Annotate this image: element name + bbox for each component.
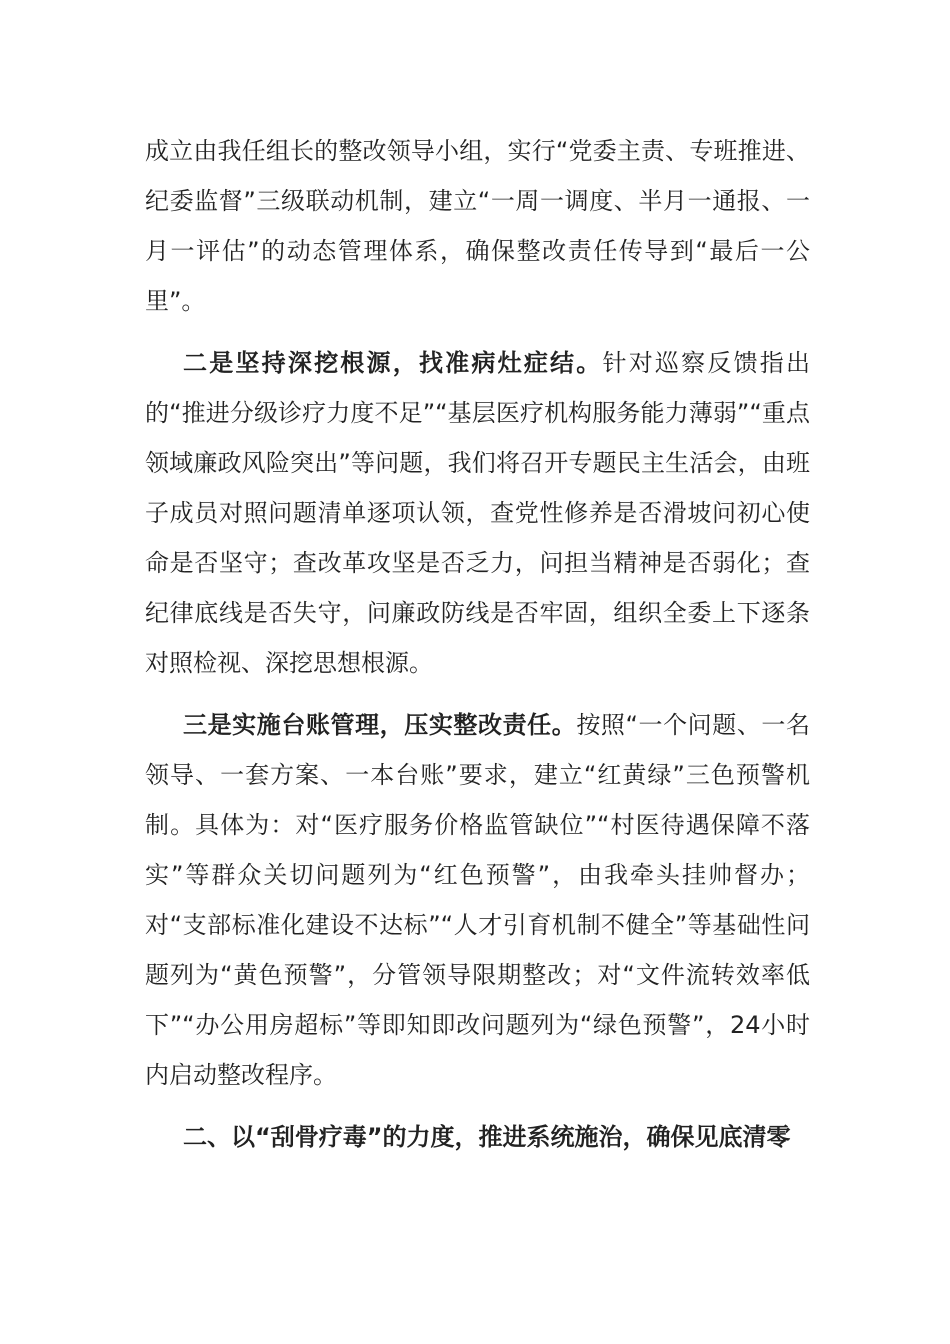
paragraph-1	[145, 126, 810, 326]
paragraph-3-lead: 三是实施台账管理，压实整改责任。	[183, 711, 577, 739]
section-heading: 二、以“刮骨疗毒”的力度，推进系统施治，确保见底清零	[183, 1123, 791, 1151]
paragraph-2-body: 针对巡察反馈指出的“推进分级诊疗力度不足”“基层医疗机构服务能力薄弱”“重点领域廉政风险突出”等问题，我们将召开专题民主生活会，由班子成员对照问题清单逐项认领，查党性修养是否滑坡问初心使命是否坚守；查改革攻坚是否乏力，问担当精神是否弱化；查纪律底线是否失守，问廉政防线是否牢固，组织全委上下逐条对照检视、深挖思想根源。	[145, 349, 811, 677]
paragraph-2	[145, 338, 810, 688]
paragraph-2-lead: 二是坚持深挖根源，找准病灶症结。	[183, 349, 603, 377]
paragraph-1-body: 成立由我任组长的整改领导小组，实行“党委主责、专班推进、纪委监督”三级联动机制，建立“一周一调度、半月一通报、一月一评估”的动态管理体系，确保整改责任传导到“最后一公里”。	[145, 137, 810, 315]
document-body	[145, 126, 810, 1162]
paragraph-3-body: 按照“一个问题、一名领导、一套方案、一本台账”要求，建立“红黄绿”三色预警机制。具体为：对“医疗服务价格监管缺位”“村医待遇保障不落实”等群众关切问题列为“红色预警”，由我牵头挂帅督办；对“支部标准化建设不达标”“人才引育机制不健全”等基础性问题列为“黄色预警”，分管领导限期整改；对“文件流转效率低下”“办公用房超标”等即知即改问题列为“绿色预警”，24小时内启动整改程序。	[145, 711, 811, 1089]
paragraph-3	[145, 700, 810, 1100]
